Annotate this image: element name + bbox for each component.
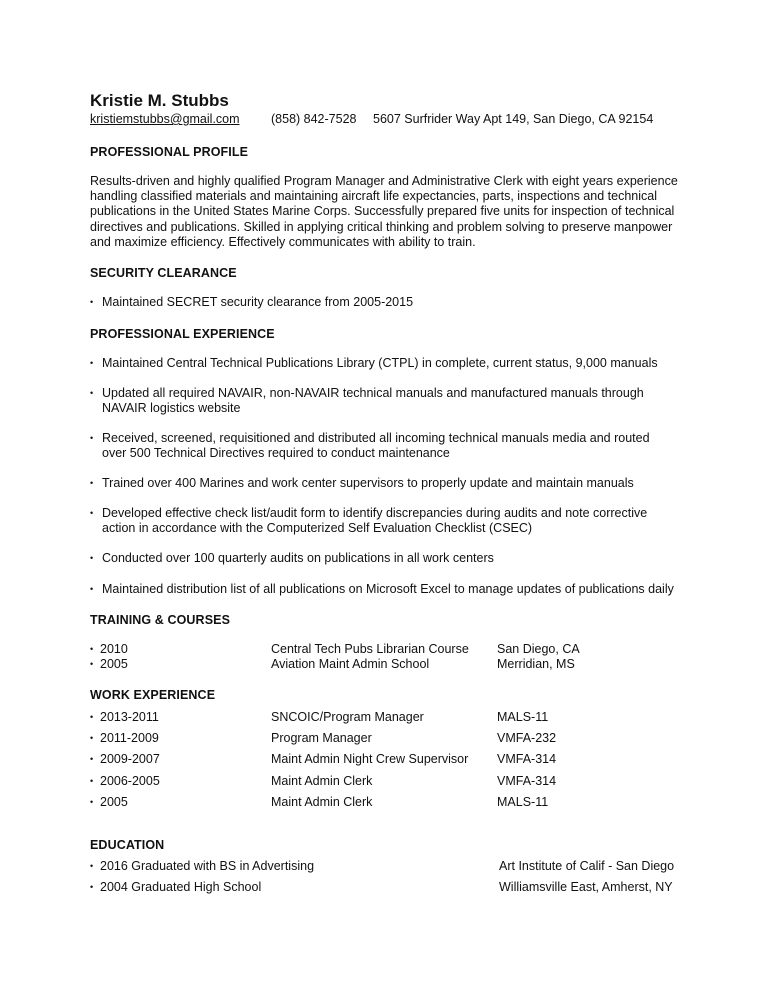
clearance-item: Maintained SECRET security clearance from 2005-2015 — [102, 295, 414, 309]
bullet-icon: • — [90, 754, 94, 764]
bullet-icon: • — [90, 553, 94, 563]
work-years: 2009-2007 — [100, 752, 160, 766]
list-item — [90, 386, 690, 416]
experience-item: Received, screened, requisitioned and distributed all incoming technical manuals media and routed over 500 Technical Directives required to conduct maintenance — [102, 431, 650, 461]
training-location: Merridian, MS — [497, 657, 575, 671]
training-course: Aviation Maint Admin School — [271, 657, 430, 671]
bullet-icon: • — [90, 882, 94, 892]
work-years: 2006-2005 — [100, 774, 160, 788]
education-entry: 2016 Graduated with BS in Advertising — [100, 859, 315, 873]
list-item — [90, 506, 690, 536]
bullet-icon: • — [90, 861, 94, 871]
profile-heading: PROFESSIONAL PROFILE — [90, 145, 249, 159]
email-link[interactable]: kristiemstubbs@gmail.com — [90, 112, 240, 126]
experience-item: Developed effective check list/audit form to identify discrepancies during audits and note corrective action in accordance with the Computerized Self Evaluation Checklist (CSEC) — [102, 506, 648, 536]
table-row — [90, 774, 690, 790]
work-unit: VMFA-314 — [497, 752, 557, 766]
work-years: 2011-2009 — [100, 731, 159, 745]
work-unit: MALS-11 — [497, 710, 549, 724]
table-row — [90, 859, 690, 875]
bullet-icon: • — [90, 433, 94, 443]
table-row — [90, 880, 690, 896]
list-item — [90, 476, 690, 491]
training-year: 2005 — [100, 657, 128, 671]
list-item — [90, 295, 690, 310]
work-unit: MALS-11 — [497, 795, 549, 809]
experience-item: Trained over 400 Marines and work center supervisors to properly update and maintain manuals — [102, 476, 634, 490]
work-unit: VMFA-314 — [497, 774, 557, 788]
bullet-icon: • — [90, 358, 94, 368]
candidate-name: Kristie M. Stubbs — [90, 91, 229, 110]
bullet-icon: • — [90, 584, 94, 594]
bullet-icon: • — [90, 797, 94, 807]
table-row — [90, 642, 690, 658]
table-row — [90, 752, 690, 768]
profile-text: Results-driven and highly qualified Program Manager and Administrative Clerk with eight years experience handling classified materials and maintaining aircraft life expectancies, parts, inspections and technical publications in the United States Marine Corps. Successfully prepared five units for inspection of technical directives and publications. Skilled in applying critical thinking and problem solving to preserve manpower and maximize efficiency. Effectively communicates with ability to train. — [90, 174, 678, 249]
experience-heading: PROFESSIONAL EXPERIENCE — [90, 327, 275, 341]
list-item — [90, 582, 690, 597]
bullet-icon: • — [90, 659, 94, 669]
table-row — [90, 731, 690, 747]
bullet-icon: • — [90, 644, 94, 654]
bullet-icon: • — [90, 388, 94, 398]
experience-item: Conducted over 100 quarterly audits on publications in all work centers — [102, 551, 494, 565]
address: 5607 Surfrider Way Apt 149, San Diego, CA 92154 — [373, 112, 654, 126]
education-school: Art Institute of Calif - San Diego — [499, 859, 675, 873]
education-entry: 2004 Graduated High School — [100, 880, 262, 894]
training-year: 2010 — [100, 642, 128, 656]
experience-item: Maintained Central Technical Publications Library (CTPL) in complete, current status, 9,000 manuals — [102, 356, 658, 370]
bullet-icon: • — [90, 776, 94, 786]
table-row — [90, 657, 690, 673]
table-row — [90, 710, 690, 726]
work-title: Maint Admin Night Crew Supervisor — [271, 752, 469, 766]
training-location: San Diego, CA — [497, 642, 580, 656]
bullet-icon: • — [90, 712, 94, 722]
experience-item: Maintained distribution list of all publications on Microsoft Excel to manage updates of publications daily — [102, 582, 674, 596]
experience-item: Updated all required NAVAIR, non-NAVAIR technical manuals and manufactured manuals through NAVAIR logistics website — [102, 386, 644, 416]
training-course: Central Tech Pubs Librarian Course — [271, 642, 469, 656]
bullet-icon: • — [90, 297, 94, 307]
work-years: 2005 — [100, 795, 128, 809]
list-item — [90, 551, 690, 566]
training-heading: TRAINING & COURSES — [90, 613, 231, 627]
list-item — [90, 431, 690, 461]
clearance-heading: SECURITY CLEARANCE — [90, 266, 237, 280]
work-unit: VMFA-232 — [497, 731, 557, 745]
education-heading: EDUCATION — [90, 838, 165, 852]
bullet-icon: • — [90, 478, 94, 488]
list-item — [90, 356, 690, 371]
bullet-icon: • — [90, 508, 94, 518]
work-title: Program Manager — [271, 731, 372, 745]
bullet-icon: • — [90, 733, 94, 743]
work-title: SNCOIC/Program Manager — [271, 710, 424, 724]
table-row — [90, 795, 690, 811]
work-title: Maint Admin Clerk — [271, 795, 373, 809]
education-school: Williamsville East, Amherst, NY — [499, 880, 673, 894]
work-years: 2013-2011 — [100, 710, 159, 724]
work-heading: WORK EXPERIENCE — [90, 688, 216, 702]
work-title: Maint Admin Clerk — [271, 774, 373, 788]
phone-number: (858) 842-7528 — [271, 112, 357, 126]
